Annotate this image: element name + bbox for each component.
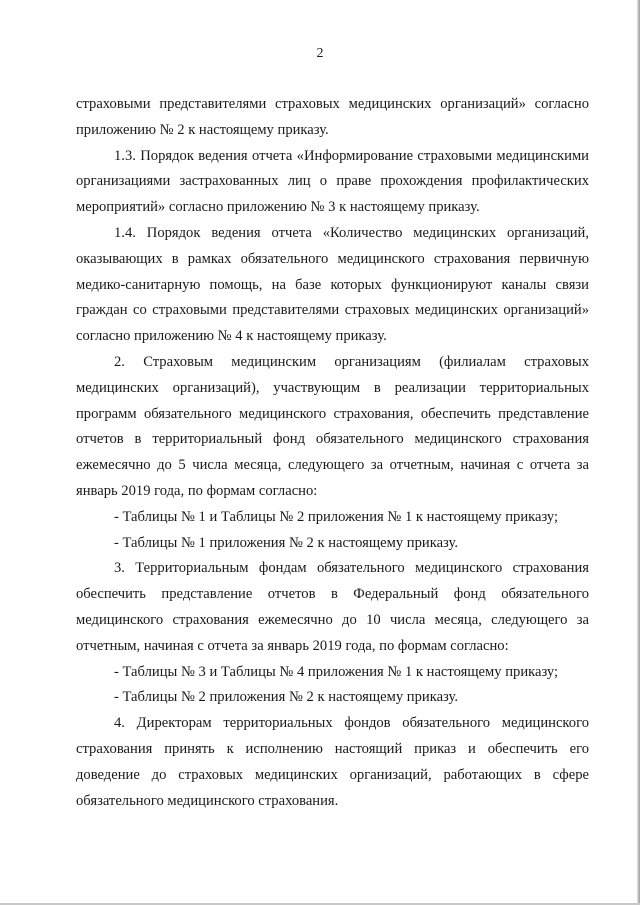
list-item-tables-1-2: - Таблицы № 1 и Таблицы № 2 приложения № 1 к настоящему приказу; [114, 508, 559, 525]
paragraph-1-4: 1.4. Порядок ведения отчета «Количество медицинских организаций, оказывающих в рамках обязательного медицинского страхования первичную медико-санитарную помощь, на базе которых функционируют каналы связи граждан со страховыми представителями страховых медицинских организаций» согласно приложению № 4 к настоящему приказу. [76, 224, 589, 345]
paragraph-1-3: 1.3. Порядок ведения отчета «Информирование страховыми медицинскими организациями застрахованных лиц о праве прохождения профилактических мероприятий» согласно приложению № 3 к настоящему приказу. [76, 147, 589, 216]
page-number: 2 [316, 46, 324, 61]
paragraph-2: 2. Страховым медицинским организациям (филиалам страховых медицинских организаций), участвующим в реализации территориальных программ обязательного медицинского страхования, обеспечить представление отчетов в территориальный фонд обязательного медицинского страхования ежемесячно до 5 числа месяца, следующего за отчетным, начиная с отчета за январь 2019 года, по формам согласно: [76, 353, 589, 499]
paragraph-continuation: страховыми представителями страховых медицинских организаций» согласно приложению № 2 к настоящему приказу. [76, 96, 589, 138]
paragraph-3: 3. Территориальным фондам обязательного медицинского страхования обеспечить представление отчетов в Федеральный фонд обязательного медицинского страхования ежемесячно до 10 числа месяца, следующего за отчетным, начиная с отчета за январь 2019 года, по формам согласно: [76, 560, 589, 654]
list-item-table-1-app2: - Таблицы № 1 приложения № 2 к настоящему приказу. [114, 534, 458, 551]
list-item-table-2-app2: - Таблицы № 2 приложения № 2 к настоящему приказу. [114, 689, 458, 706]
document-body [76, 92, 589, 814]
list-item-tables-3-4: - Таблицы № 3 и Таблицы № 4 приложения № 1 к настоящему приказу; [114, 663, 559, 680]
paragraph-4: 4. Директорам территориальных фондов обязательного медицинского страхования принять к исполнению настоящий приказ и обеспечить его доведение до страховых медицинских организаций, работающих в сфере обязательного медицинского страхования. [76, 715, 589, 809]
